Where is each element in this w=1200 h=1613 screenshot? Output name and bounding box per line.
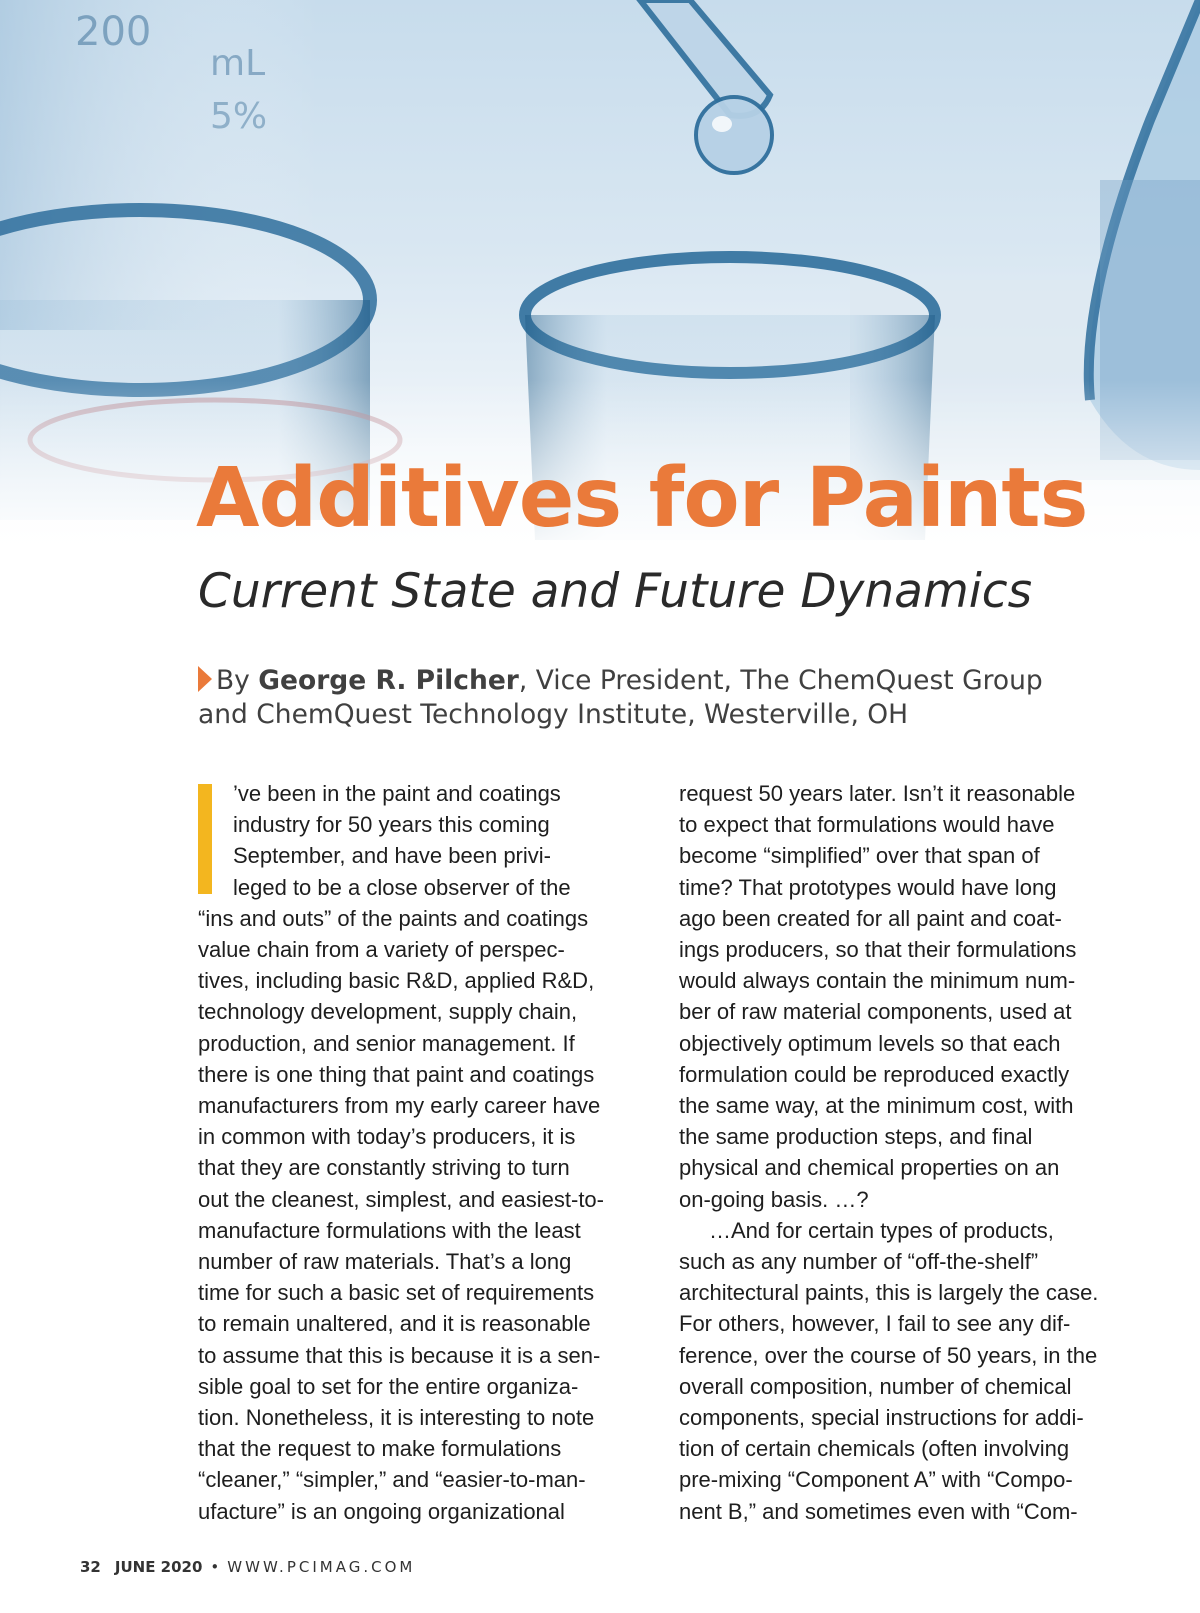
text-line: formulation could be reproduced exactly	[679, 1061, 1070, 1087]
text-line: time? That prototypes would have long	[679, 874, 1057, 900]
article-column-1	[198, 778, 650, 1527]
article-subtitle: Current State and Future Dynamics	[198, 564, 1033, 619]
author-name: George R. Pilcher	[258, 665, 519, 696]
text-line: in common with today’s producers, it is	[198, 1124, 576, 1150]
text-line: tion of certain chemicals (often involving	[679, 1436, 1070, 1462]
text-line: ference, over the course of 50 years, in the	[679, 1342, 1098, 1368]
text-line: would always contain the minimum num-	[679, 968, 1076, 994]
footer-separator: •	[210, 1558, 220, 1576]
text-line: September, and have been privi-	[233, 843, 551, 869]
text-line: that they are constantly striving to turn	[198, 1155, 570, 1181]
text-line: there is one thing that paint and coatings	[198, 1061, 595, 1087]
text-line: the same way, at the minimum cost, with	[679, 1093, 1074, 1119]
text-line: out the cleanest, simplest, and easiest-to-	[198, 1186, 604, 1212]
text-line: the same production steps, and final	[679, 1124, 1033, 1150]
text-line: to assume that this is because it is a sen-	[198, 1342, 601, 1368]
text-line: “cleaner,” “simpler,” and “easier-to-man-	[198, 1467, 586, 1493]
text-line: “ins and outs” of the paints and coatings	[198, 905, 589, 931]
text-line: ings producers, so that their formulations	[679, 937, 1077, 963]
text-line: production, and senior management. If	[198, 1030, 575, 1056]
text-line: leged to be a close observer of the	[233, 874, 571, 900]
byline-prefix: By	[216, 665, 259, 696]
page-number: 32	[80, 1558, 101, 1576]
text-line: that the request to make formulations	[198, 1436, 562, 1462]
text-line: architectural paints, this is largely the case.	[679, 1280, 1099, 1306]
page-footer	[80, 1558, 415, 1576]
byline	[198, 664, 1098, 732]
text-line: sible goal to set for the entire organiza-	[198, 1373, 579, 1399]
beaker-marking: mL	[210, 43, 266, 84]
website-link[interactable]: WWW.PCIMAG.COM	[227, 1558, 416, 1576]
author-affiliation-line2: and ChemQuest Technology Institute, Westerville, OH	[198, 699, 909, 730]
author-affiliation-line1: , Vice President, The ChemQuest Group	[518, 665, 1043, 696]
text-line: For others, however, I fail to see any dif-	[679, 1311, 1071, 1337]
issue-date: JUNE 2020	[114, 1558, 203, 1576]
text-line: number of raw materials. That’s a long	[198, 1249, 572, 1275]
text-line: time for such a basic set of requirements	[198, 1280, 595, 1306]
text-line: nent B,” and sometimes even with “Com-	[679, 1498, 1078, 1524]
article-column-2	[679, 778, 1131, 1527]
text-line: on-going basis. …?	[679, 1186, 869, 1212]
text-line: physical and chemical properties on an	[679, 1155, 1060, 1181]
text-line: …And for certain types of products,	[709, 1217, 1054, 1243]
article-title: Additives for Paints	[196, 451, 1088, 546]
text-line: value chain from a variety of perspec-	[198, 937, 565, 963]
text-line: objectively optimum levels so that each	[679, 1030, 1061, 1056]
text-line: ufacture” is an ongoing organizational	[198, 1498, 565, 1524]
text-line: technology development, supply chain,	[198, 999, 578, 1025]
beaker-marking: 200	[75, 9, 152, 55]
text-line: components, special instructions for addi-	[679, 1405, 1084, 1431]
text-line: overall composition, number of chemical	[679, 1373, 1072, 1399]
beaker-marking: 5%	[210, 96, 268, 137]
text-line: ago been created for all paint and coat-	[679, 905, 1062, 931]
text-line: pre-mixing “Component A” with “Compo-	[679, 1467, 1073, 1493]
text-line: to expect that formulations would have	[679, 812, 1055, 838]
text-line: such as any number of “off-the-shelf”	[679, 1249, 1039, 1275]
text-line: ’ve been in the paint and coatings	[233, 781, 561, 806]
byline-arrow-icon	[198, 666, 212, 692]
text-line: manufacture formulations with the least	[198, 1217, 581, 1243]
text-line: request 50 years later. Isn’t it reasonable	[679, 781, 1076, 806]
text-line: ber of raw material components, used at	[679, 999, 1072, 1025]
text-line: become “simplified” over that span of	[679, 843, 1040, 869]
text-line: tion. Nonetheless, it is interesting to note	[198, 1405, 595, 1431]
text-line: to remain unaltered, and it is reasonable	[198, 1311, 591, 1337]
text-line: tives, including basic R&D, applied R&D,	[198, 968, 595, 994]
text-line: industry for 50 years this coming	[233, 812, 550, 838]
text-line: manufacturers from my early career have	[198, 1093, 601, 1119]
